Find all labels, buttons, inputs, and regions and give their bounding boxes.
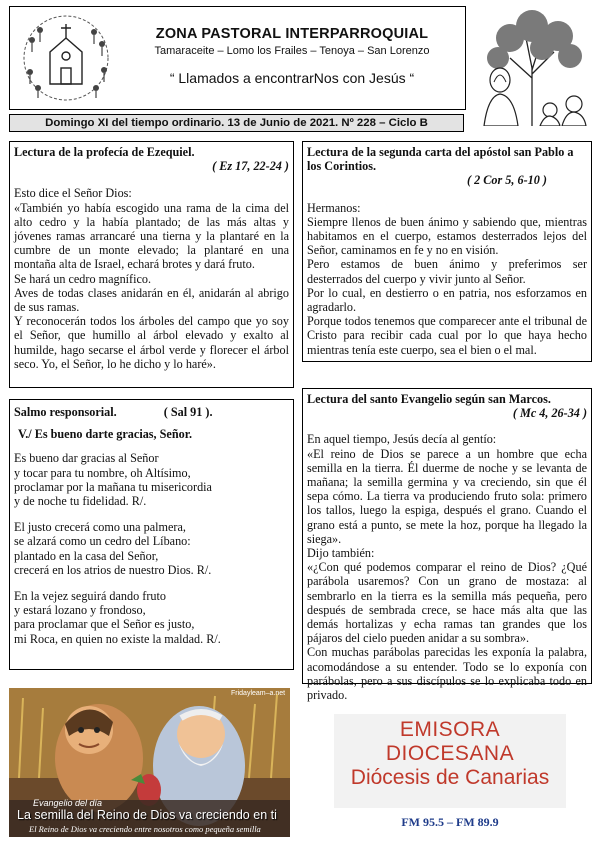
gospel-box [302, 388, 592, 703]
gospel-p2: Dijo también: [307, 546, 375, 561]
gospel-p4: Con muchas parábolas parecidas les exponía la palabra, acomodándose a su entender. Todo se lo exponía con parábolas, pero a sus discípulos se lo explicaba todo en privado. [307, 645, 587, 703]
second-reading-p3: Por lo cual, en destierro o en patria, nos esforzamos en agradarlo. [307, 285, 587, 315]
emisora-line3: Diócesis de Canarias [350, 766, 550, 789]
gospel-intro: En aquel tiempo, Jesús decía al gentío: [307, 432, 497, 447]
emisora-line2: DIOCESANA [385, 742, 515, 765]
second-reading-p4: Porque todos tenemos que comparecer ante el tribunal de Cristo para recibir cada cual por lo que haya hecho mientras tenía este cuerpo, sea el bien o el mal. [307, 314, 587, 357]
psalm-line: se alzará como un cedro del Líbano: [14, 534, 191, 549]
gospel-illustration [9, 688, 290, 837]
psalm-stanza-2 [14, 520, 289, 577]
caption-sub: El Reino de Dios va creciendo entre nosotros como pequeña semilla [29, 824, 261, 834]
psalm-line: crecerá en los atrios de nuestro Dios. R/. [14, 562, 212, 577]
first-reading-line3: Aves de todas clases anidarán en él, anidarán al abrigo de sus ramas. [14, 285, 289, 315]
psalm-line: y de noche tu fidelidad. R/. [14, 494, 147, 509]
first-reading-title: Lectura de la profecía de Ezequiel. [14, 145, 195, 159]
caption-main: La semilla del Reino de Dios va creciendo en ti [17, 808, 277, 822]
psalm-line: Es bueno dar gracias al Señor [14, 451, 159, 466]
first-reading-line4: Y reconocerán todos los árboles del campo que yo soy el Señor, que humillo al árbol elevado y exalto al humilde, hago secarse el árbol verde y florecer el árbol seco. Yo, el Señor, lo he dicho y lo haré». [14, 314, 289, 371]
gospel-title: Lectura del santo Evangelio según san Marcos. [307, 392, 551, 406]
radio-frequencies: FM 95.5 – FM 89.9 [401, 815, 499, 829]
zone-title: ZONA PASTORAL INTERPARROQUIAL [155, 26, 429, 42]
psalm-title: Salmo responsorial. [14, 405, 117, 419]
psalm-line: proclamar por la mañana tu misericordia [14, 479, 212, 494]
parish-logo-church-icon [14, 12, 118, 104]
second-reading-title: Lectura de la segunda carta del apóstol san Pablo a los Corintios. [307, 145, 574, 174]
psalm-reference: ( Sal 91 ). [163, 405, 213, 419]
psalm-stanza-3 [14, 589, 289, 646]
motto: “ Llamados a encontrarNos con Jesús “ [169, 70, 415, 86]
psalm-line: plantado en la casa del Señor, [14, 548, 159, 563]
gospel-p3: «¿Con qué podemos comparar el reino de Dios? ¿Qué parábola usaremos? Con un grano de mostaza: al sembrarlo en la tierra es la semilla más pequeña, pero después de sembrada crece, se hace más alta que las demás hortalizas y echa ramas tan grandes que los pájaros del cielo pueden anidar a su sombra». [307, 560, 587, 646]
emisora-line1: EMISORA [399, 718, 501, 741]
second-reading-box [302, 141, 592, 362]
psalm-box [9, 399, 294, 670]
psalm-response: V./ Es bueno darte gracias, Señor. [18, 427, 193, 442]
first-reading-intro: Esto dice el Señor Dios: [14, 186, 132, 201]
illustration-watermark: Fridayleam–a.net [231, 690, 286, 697]
jesus-tree-illustration-icon [470, 8, 594, 126]
psalm-line: y tocar para tu nombre, oh Altísimo, [14, 465, 191, 480]
psalm-line: para proclamar que el Señor es justo, [14, 617, 195, 632]
psalm-line: mi Roca, en quien no existe la maldad. R/. [14, 631, 221, 646]
first-reading-box [9, 141, 294, 388]
emisora-diocesana-banner [334, 714, 566, 808]
first-reading-reference: ( Ez 17, 22-24 ) [212, 159, 289, 174]
psalm-line: y estará lozano y frondoso, [14, 603, 146, 618]
psalm-line: En la vejez seguirá dando fruto [14, 589, 166, 604]
second-reading-intro: Hermanos: [307, 200, 361, 215]
second-reading-p2: Pero estamos de buen ánimo y preferimos ser desterrados del cuerpo y vivir junto al Señor. [307, 257, 587, 286]
parishes-subtitle: Tamaraceite – Lomo los Frailes – Tenoya – San Lorenzo [154, 45, 430, 57]
first-reading-text: «También yo había escogido una rama de la cima del alto cedro y la había plantado; de las más altas y jóvenes ramas arrancaré una tierna y la plantaré en la cumbre de un monte elevado; la plantaré en una montaña alta de Israel, echará brotes y dará fruto. [14, 200, 289, 272]
gospel-reference: ( Mc 4, 26-34 ) [512, 406, 587, 421]
psalm-line: El justo crecerá como una palmera, [14, 520, 186, 535]
first-reading-line2: Se hará un cedro magnífico. [14, 271, 152, 286]
second-reading-reference: ( 2 Cor 5, 6-10 ) [467, 173, 547, 188]
psalm-stanza-1 [14, 451, 289, 508]
date-bar: Domingo XI del tiempo ordinario. 13 de Junio de 2021. Nº 228 – Ciclo B [9, 114, 464, 132]
second-reading-p1: Siempre llenos de buen ánimo y sabiendo que, mientras habitamos en el cuerpo, estamos desterrados lejos del Señor, caminamos en fe y no en visión. [307, 214, 587, 258]
caption-small: Evangelio del día [33, 798, 103, 808]
gospel-p1: «El reino de Dios se parece a un hombre que echa semilla en la tierra. Él duerme de noche y se levanta de mañana; la semilla germina y va creciendo, sin que él sepa cómo. La tierra va produciendo fruto sola: primero los tallos, luego la espiga, después el grano. Cuando el grano está a punto, se mete la hoz, porque ha llegado la siega». [307, 446, 587, 546]
